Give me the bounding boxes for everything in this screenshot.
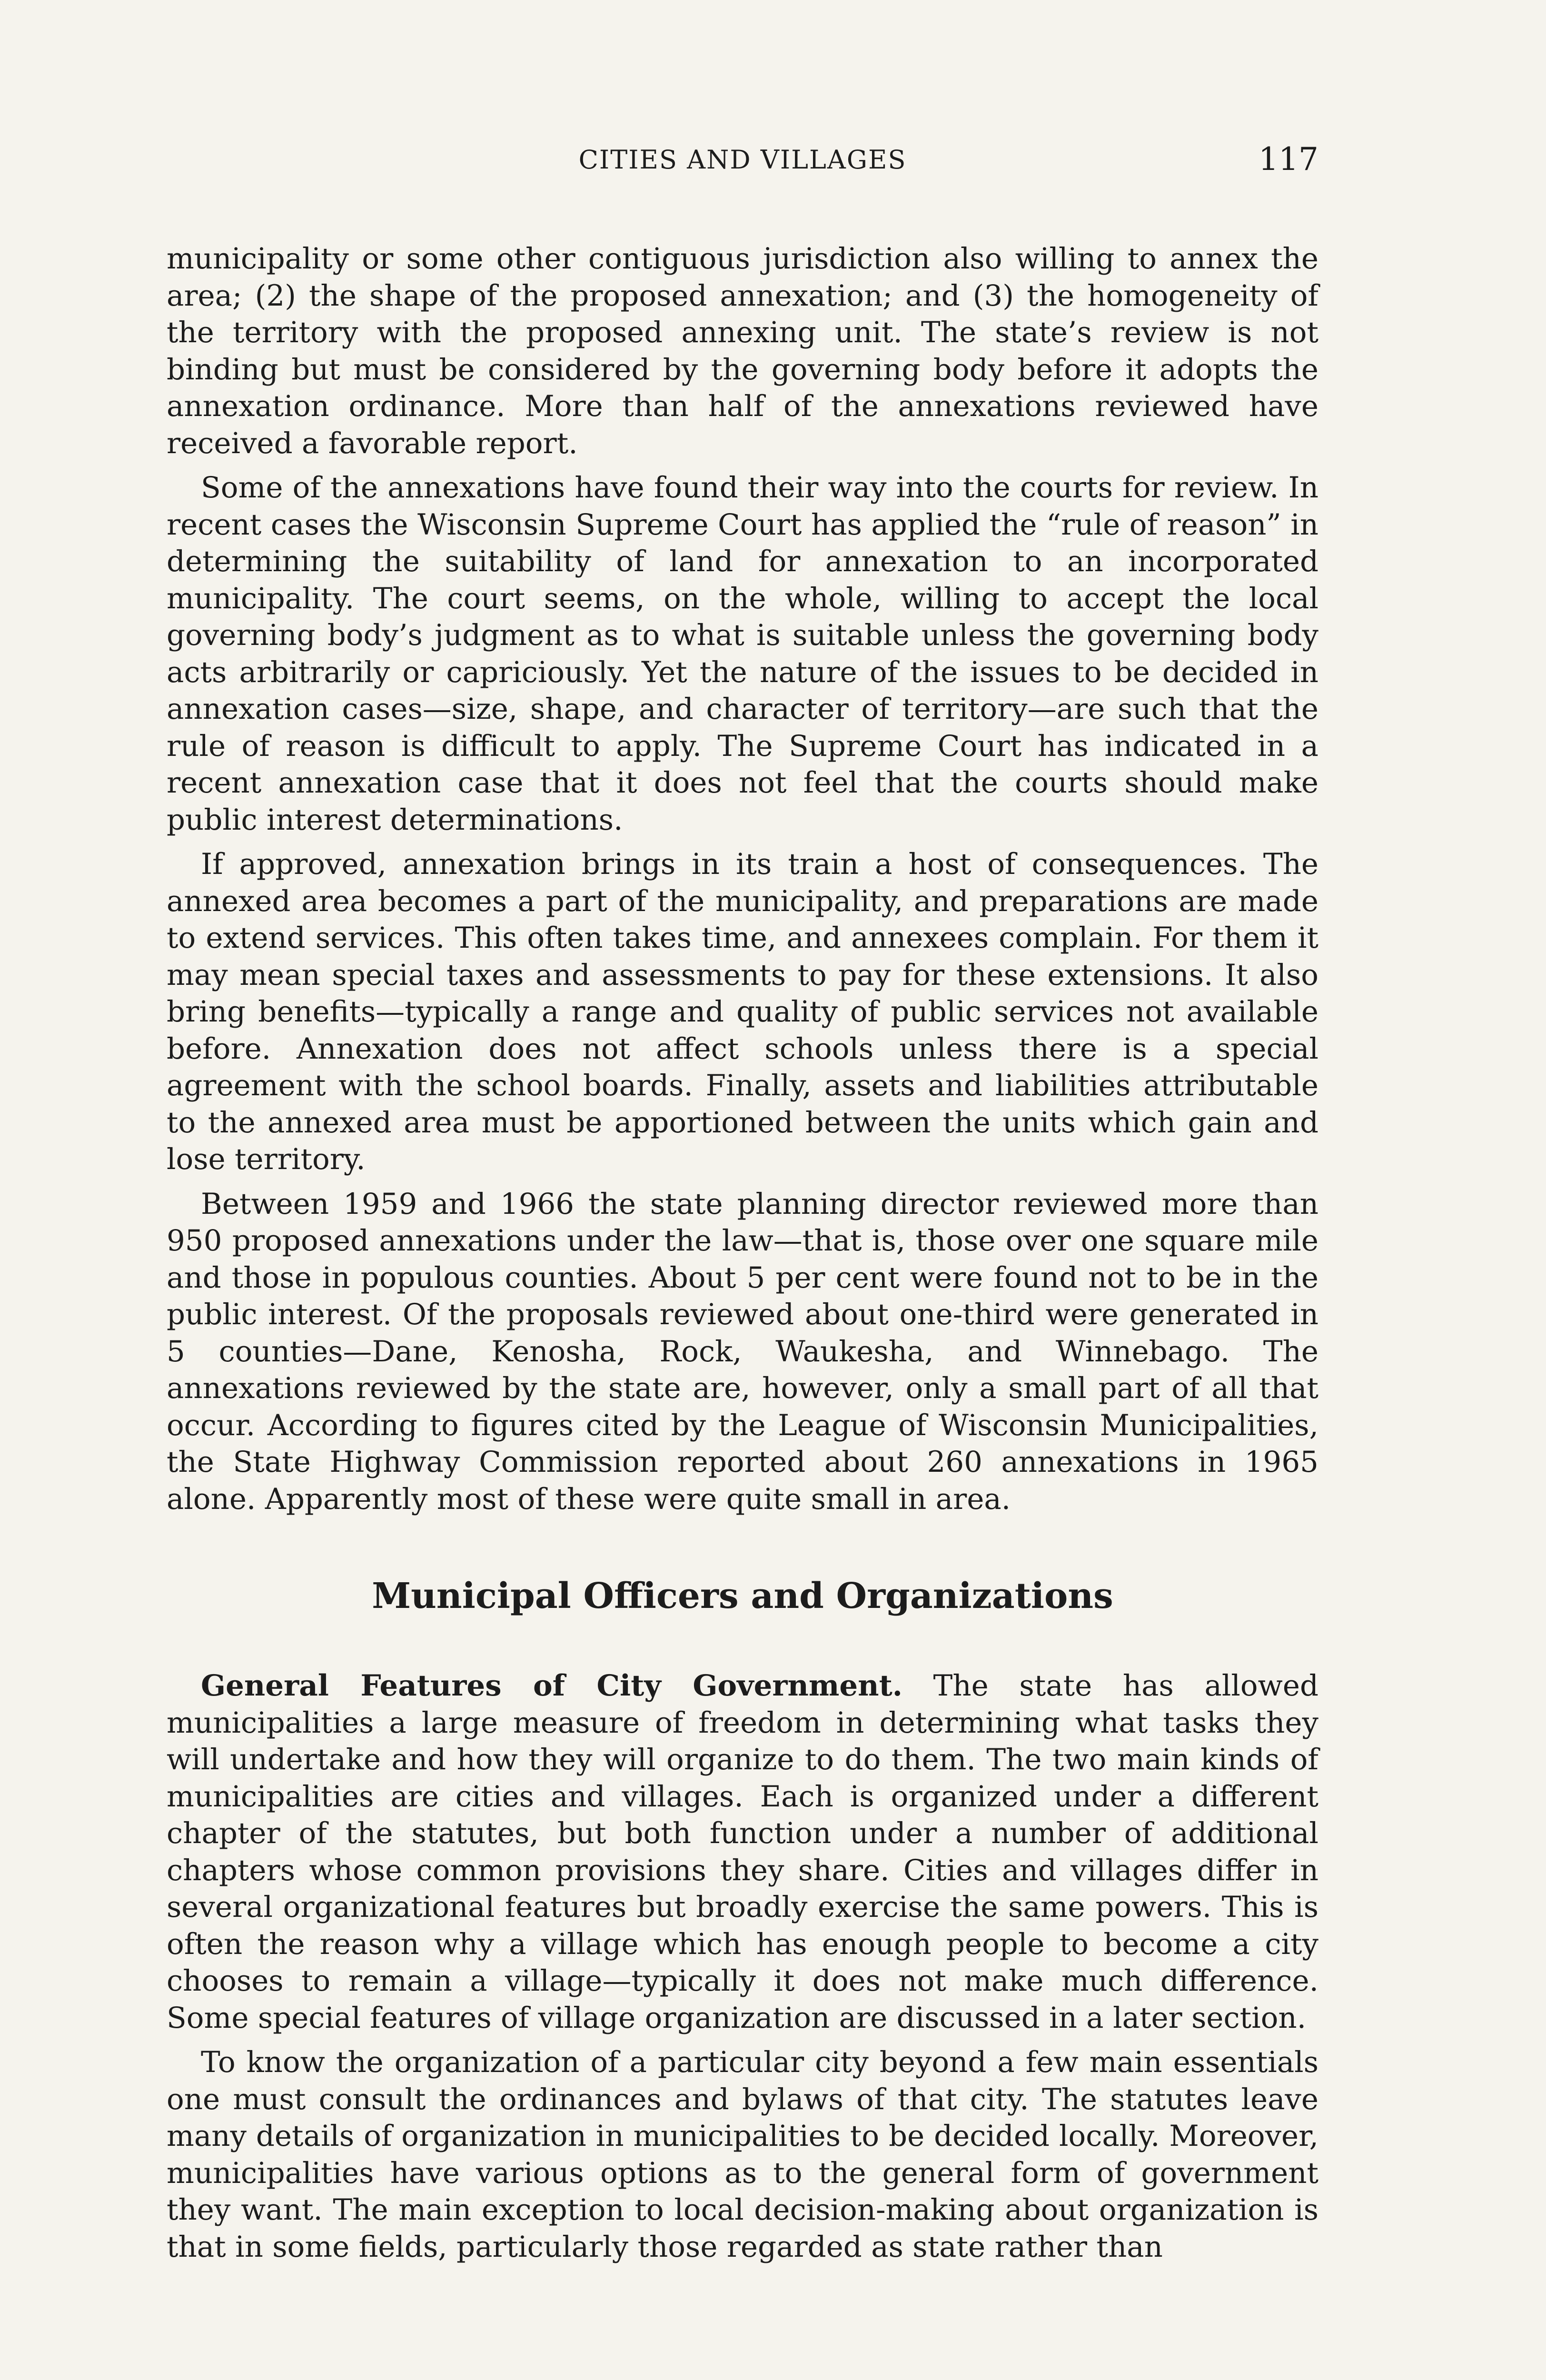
section-heading: Municipal Officers and Organizations	[372, 1576, 1113, 1616]
paragraph-general-features	[167, 1667, 1318, 2036]
running-title: CITIES AND VILLAGES	[578, 145, 907, 175]
paragraph-courts-review: Some of the annexations have found their way into the courts for review. In recent cases the Wisconsin Supreme Court has applied the “rule of reason” in determining the suitability of land for annexation to an incorporated municipality. The court seems, on the whole, willing to accept the local governing body’s judgment as to what is suitable unless the governing body acts arbitrarily or capriciously. Yet the nature of the issues to be decided in annexation cases—size, shape, and character of territory—are such that the rule of reason is difficult to apply. The Supreme Court has indicated in a recent annexation case that it does not feel that the courts should make public interest determinations.	[167, 471, 1318, 837]
paragraph-continuation: municipality or some other contiguous jurisdiction also willing to annex the area; (2) the shape of the proposed annexation; and (3) the homogeneity of the territory with the proposed annexing unit. The state’s review is not binding but must be considered by the governing body before it adopts the annexation ordinance. More than half of the annexations reviewed have received a favorable report.	[167, 242, 1318, 460]
run-in-heading: General Features of City Government.	[201, 1669, 903, 1703]
paragraph-annexation-statistics: Between 1959 and 1966 the state planning director reviewed more than 950 proposed annexations under the law—that is, those over one square mile and those in populous counties. About 5 per cent were found not to be in the public interest. Of the proposals reviewed about one-third were generated in 5 counties—Dane, Kenosha, Rock, Waukesha, and Winnebago. The annexations reviewed by the state are, however, only a small part of all that occur. According to figures cited by the League of Wisconsin Municipalities, the State Highway Commission reported about 260 annexations in 1965 alone. Apparently most of these were quite small in area.	[167, 1187, 1318, 1516]
paragraph-annexation-consequences: If approved, annexation brings in its train a host of consequences. The annexed area becomes a part of the municipality, and preparations are made to extend services. This often takes time, and annexees complain. For them it may mean special taxes and assessments to pay for these extensions. It also bring benefits—typically a range and quality of public services not available before. Annexation does not affect schools unless there is a special agreement with the school boards. Finally, assets and liabilities attributable to the annexed area must be apportioned between the units which gain and lose territory.	[167, 847, 1318, 1176]
running-header	[167, 141, 1318, 184]
body-text	[167, 240, 1318, 2265]
paragraph-city-organization: To know the organization of a particular city beyond a few main essentials one must consult the ordinances and bylaws of that city. The statutes leave many details of organization in municipalities to be decided locally. Moreover, municipalities have various options as to the general form of government they want. The main exception to local decision-making about organization is that in some fields, particularly those regarded as state rather than	[167, 2045, 1318, 2264]
page-number: 117	[1259, 141, 1318, 178]
paragraph-general-features-text: The state has allowed municipalities a large measure of freedom in determining what tasks they will undertake and how they will organize to do them. The two main kinds of municipalities are cities and villages. Each is organized under a different chapter of the statutes, but both function under a number of additional chapters whose common provisions they share. Cities and villages differ in several organizational features but broadly exercise the same powers. This is often the reason why a village which has enough people to become a city chooses to remain a village—typically it does not make much difference. Some special features of village organization are discussed in a later section.	[167, 1669, 1318, 2035]
